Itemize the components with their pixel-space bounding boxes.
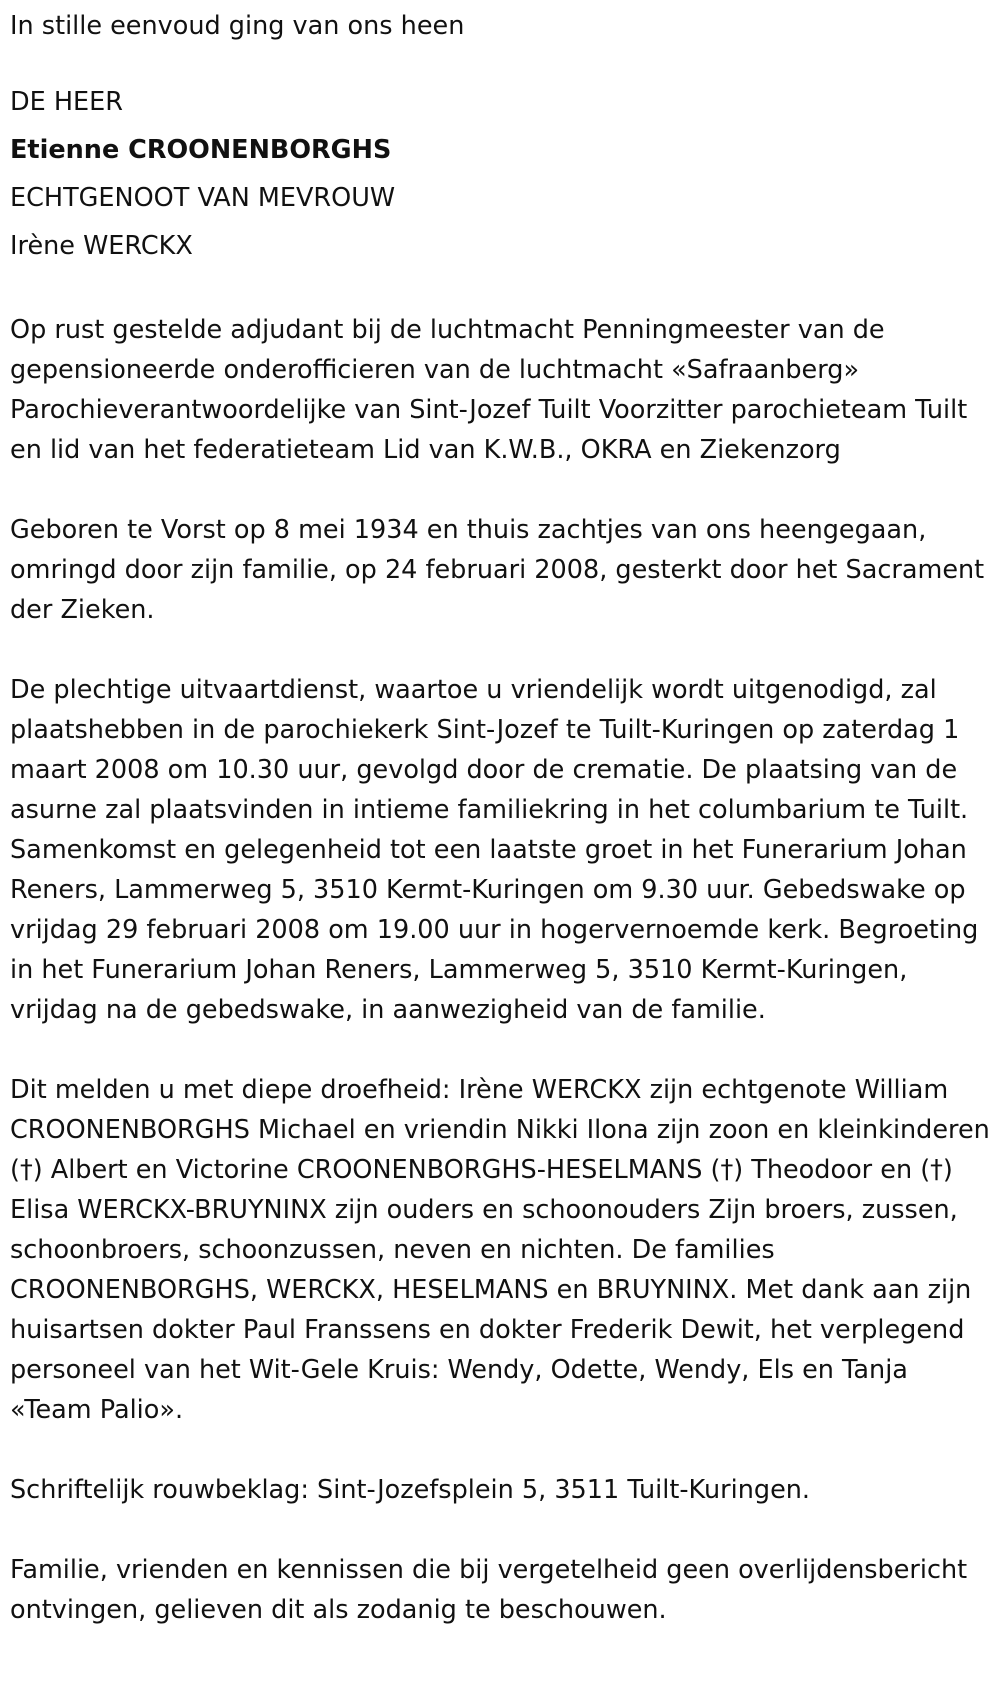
spacer bbox=[10, 270, 990, 310]
condolence-paragraph: Schriftelijk rouwbeklag: Sint-Jozefsplein 5, 3511 Tuilt-Kuringen. bbox=[10, 1475, 811, 1505]
funeral-paragraph: De plechtige uitvaartdienst, waartoe u vriendelijk wordt uitgenodigd, zal plaatshebben in de parochiekerk Sint-Jozef te Tuilt-Kuringen op zaterdag 1 maart 2008 om 10.30 uur, gevolgd door de crematie. De plaatsing van de asurne zal plaatsvinden in intieme familiekring in het columbarium te Tuilt. Samenkomst en gelegenheid tot een laatste groet in het Funerarium Johan Reners, Lammerweg 5, 3510 Kermt-Kuringen om 9.30 uur. Gebedswake op vrijdag 29 februari 2008 om 19.00 uur in hogervernoemde kerk. Begroeting in het Funerarium Johan Reners, Lammerweg 5, 3510 Kermt-Kuringen, vrijdag na de gebedswake, in aanwezigheid van de familie. bbox=[10, 675, 979, 1025]
intro-line: In stille eenvoud ging van ons heen bbox=[10, 11, 465, 41]
family-paragraph: Dit melden u met diepe droefheid: Irène WERCKX zijn echtgenote William CROONENBORGHS Michael en vriendin Nikki Ilona zijn zoon en kleinkinderen (†) Albert en Victorine CROONENBORGHS-HESELMANS (†) Theodoor en (†) Elisa WERCKX-BRUYNINX zijn ouders en schoonouders Zijn broers, zussen, schoonbroers, schoonzussen, neven en nichten. De families CROONENBORGHS, WERCKX, HESELMANS en BRUYNINX. Met dank aan zijn huisartsen dokter Paul Franssens en dokter Frederik Dewit, het verplegend personeel van het Wit-Gele Kruis: Wendy, Odette, Wendy, Els en Tanja «Team Palio». bbox=[10, 1075, 990, 1425]
birth-death-paragraph: Geboren te Vorst op 8 mei 1934 en thuis zachtjes van ons heengegaan, omringd door zijn familie, op 24 februari 2008, gesterkt door het Sacrament der Zieken. bbox=[10, 515, 985, 625]
deceased-name: Etienne CROONENBORGHS bbox=[10, 135, 392, 165]
title-line: DE HEER bbox=[10, 87, 123, 117]
closing-paragraph: Familie, vrienden en kennissen die bij vergetelheid geen overlijdensbericht ontvingen, gelieven dit als zodanig te beschouwen. bbox=[10, 1555, 968, 1625]
spouse-name: Irène WERCKX bbox=[10, 231, 193, 261]
bio-paragraph: Op rust gestelde adjudant bij de luchtmacht Penningmeester van de gepensioneerde onderofficieren van de luchtmacht «Safraanberg» Parochieverantwoordelijke van Sint-Jozef Tuilt Voorzitter parochieteam Tuilt en lid van het federatieteam Lid van K.W.B., OKRA en Ziekenzorg bbox=[10, 315, 968, 465]
relation-line: ECHTGENOOT VAN MEVROUW bbox=[10, 183, 396, 213]
spacer bbox=[10, 46, 990, 78]
